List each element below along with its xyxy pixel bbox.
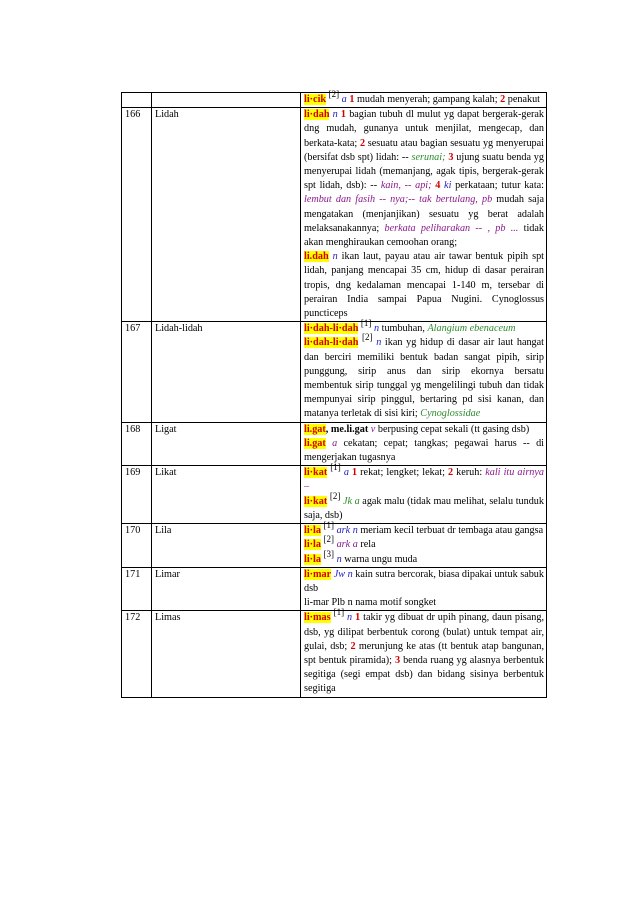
dictionary-table xyxy=(121,89,547,698)
headword: Limas xyxy=(152,611,301,697)
row-number: 169 xyxy=(122,466,152,524)
part-of-speech: n xyxy=(347,612,353,624)
part-of-speech: n xyxy=(332,109,338,121)
definition-text: kali itu airnya – xyxy=(304,467,544,493)
definition-text: bagian tubuh dl mulut yg dapat bergerak-gerak dng mudah, gunanya untuk menjilat, mengecap, dan berkata-kata; xyxy=(304,109,544,149)
definition-text: lembut dan fasih -- nya;-- tak bertulang, xyxy=(304,194,478,206)
row-number: 172 xyxy=(122,611,152,697)
row-number: 171 xyxy=(122,567,152,611)
homonym-number: [1] xyxy=(330,462,341,473)
entry-headword: li·kat xyxy=(304,495,328,507)
homonym-number: [3] xyxy=(323,548,335,559)
part-of-speech: n xyxy=(376,337,382,349)
definition-text: a xyxy=(332,437,338,449)
row-number: 166 xyxy=(122,108,152,322)
definition-text: serunai; xyxy=(411,151,446,163)
definition-text: ikan laut, payau atau air tawar bentuk pipih spt lidah, panjang mencapai 35 cm, hidup di dasar perairan tropis, dng kedalaman mencapai 1-140 m, tersebar di perairan India sampai Papua Nugini. Cynoglossus puncticeps xyxy=(304,251,544,320)
part-of-speech: a xyxy=(343,467,349,479)
definition-text: cekatan; cepat; tangkas; pegawai harus -- di mengerjakan tugasnya xyxy=(304,437,545,464)
sense-number: 1 xyxy=(349,94,355,105)
homonym-number: [1] xyxy=(323,520,335,531)
sense-number: 3 xyxy=(448,151,454,163)
definition-entry xyxy=(304,568,544,596)
part-of-speech: n xyxy=(332,251,338,263)
entry-headword: li·dah-li·dah xyxy=(304,323,359,335)
sense-number: 3 xyxy=(395,654,401,666)
definition-cell xyxy=(301,520,547,568)
definition-text: berpusing cepat sekali (tt gasing dsb) xyxy=(375,423,530,435)
table-row xyxy=(122,322,547,422)
row-number: 168 xyxy=(122,422,152,466)
definition-entry xyxy=(304,250,544,321)
definition-cell xyxy=(301,462,547,524)
row-number: 167 xyxy=(122,322,152,422)
part-of-speech: n xyxy=(336,553,342,565)
sense-number: 2 xyxy=(500,94,506,105)
sense-number: 2 xyxy=(447,467,454,479)
definition-entry xyxy=(304,318,544,336)
definition-text: benda ruang yg alasnya berbentuk segitiga (segi empat dsb) dan bidang sisinya berbentuk segitiga xyxy=(304,654,544,695)
definition-text: Cynoglossidae xyxy=(420,408,481,420)
sense-number: 1 xyxy=(355,612,361,624)
entry-headword: li·la xyxy=(304,539,321,551)
sense-number: 1 xyxy=(352,467,358,479)
definition-entry xyxy=(304,89,544,107)
definition-entry xyxy=(304,332,545,421)
definition-text: kain sutra bercorak, biasa dipakai untuk sabuk dsb xyxy=(304,568,544,594)
homonym-number: [2] xyxy=(362,332,373,343)
definition-entry xyxy=(304,548,544,567)
definition-text: li-mar Plb n nama motif songket xyxy=(304,597,437,609)
definition-text: tidak akan menghiraukan cemoohan orang; xyxy=(304,222,544,249)
headword: Lidah-lidah xyxy=(152,322,301,422)
homonym-number: [2] xyxy=(323,534,335,545)
definition-cell xyxy=(301,422,547,466)
entry-headword: li.dah xyxy=(304,251,329,263)
definition-entry xyxy=(304,490,544,523)
part-of-speech: ki xyxy=(444,180,452,192)
definition-text: sesuatu atau bagian sesuatu yg menyerupai (bersifat dsb spt) lidah: -- xyxy=(304,137,544,163)
table-row xyxy=(122,524,547,568)
entry-headword: li·la xyxy=(304,553,321,565)
definition-text: ikan yg hidup di dasar air laut hangat dan berciri memiliki bentuk badan sangat pipih, sirip punggung, sirip anus dan sirip ekornya bersatu membentuk sirip tunggal yg mengelilingi tubuh dan tidak mempunyai sirip pinggul, bertaring pd sisi kanan, dan matanya terletak di sisi kiri; xyxy=(304,337,545,420)
definition-text: meriam kecil terbuat dr tembaga atau gangsa xyxy=(357,525,544,537)
definition-text: takir yg dibuat dr upih pinang, daun pisang, dsb, yg dilipat berbentuk corong (bulat) untuk tempat air, gulai, dsb; xyxy=(304,612,545,652)
headword xyxy=(152,93,301,108)
definition-text: , me.li.gat xyxy=(325,423,369,435)
definition-entry xyxy=(304,108,544,250)
homonym-number: [2] xyxy=(328,89,340,99)
part-of-speech: ark n xyxy=(336,525,358,537)
part-of-speech: Jw n xyxy=(333,568,353,580)
definition-entry xyxy=(304,520,544,538)
part-of-speech: n xyxy=(373,323,380,335)
entry-headword: li·dah-li·dah xyxy=(304,337,359,349)
entry-headword: li.gat xyxy=(304,437,326,449)
table-row xyxy=(122,611,547,697)
headword: Lila xyxy=(152,524,301,568)
definition-text: Alangium ebenaceum xyxy=(427,323,516,335)
entry-headword: li·la xyxy=(304,525,321,537)
definition-cell xyxy=(301,318,547,422)
sense-number: 2 xyxy=(350,640,356,652)
table-row xyxy=(122,422,547,466)
headword: Likat xyxy=(152,466,301,524)
definition-text: rela xyxy=(357,539,376,551)
table-row xyxy=(122,108,547,322)
definition-cell xyxy=(301,607,547,697)
definition-text: rekat; lengket; lekat; xyxy=(357,467,448,479)
definition-text: berkata peliharakan -- , pb ... xyxy=(384,222,519,234)
entry-headword: li·dah xyxy=(304,109,330,121)
entry-headword: li·cik xyxy=(304,94,327,105)
definition-text: penakut xyxy=(505,94,540,105)
headword: Ligat xyxy=(152,422,301,466)
table-row xyxy=(122,567,547,611)
definition-text: warna ungu muda xyxy=(341,553,418,565)
row-number: 170 xyxy=(122,524,152,568)
definition-text: perkataan; tutur kata: xyxy=(451,180,544,192)
definition-text: pb xyxy=(481,194,493,206)
homonym-number: [1] xyxy=(333,607,345,618)
definition-entry xyxy=(304,607,545,696)
definition-text: agak malu (tidak mau melihat, selalu tunduk saja, dsb) xyxy=(304,495,544,521)
table-row xyxy=(122,93,547,108)
definition-entry xyxy=(304,423,544,437)
definition-text: mudah menyerah; gampang kalah; xyxy=(354,94,501,105)
definition-text: kain, -- api; xyxy=(380,180,432,192)
definition-text: merunjung ke atas (tt bentuk atap bangunan, spt bentuk piramida); xyxy=(304,640,544,666)
sense-number: 4 xyxy=(435,180,441,192)
row-number xyxy=(122,93,152,108)
entry-headword: li·mar xyxy=(304,568,332,580)
definition-text: ark a xyxy=(336,539,358,551)
homonym-number: [1] xyxy=(360,318,372,329)
definition-cell xyxy=(301,89,547,108)
table-row xyxy=(122,466,547,524)
entry-headword: li·mas xyxy=(304,612,331,624)
table-body xyxy=(122,89,547,698)
headword: Lidah xyxy=(152,108,301,322)
entry-headword: li·kat xyxy=(304,467,328,479)
sense-number: 2 xyxy=(359,137,366,149)
definition-text: v xyxy=(370,423,376,435)
sense-number: 1 xyxy=(340,109,347,121)
definition-entry xyxy=(304,534,544,552)
entry-headword: li.gat xyxy=(304,423,326,435)
definition-text: mudah saja mengatakan (menjanjikan) sesuatu yg berat adalah melaksanakannya; xyxy=(304,194,544,234)
definition-text: ujung suatu benda yg menyerupai lidah (memanjang, agak tipis, bergerak-gerak spt lidah, dsb): -- xyxy=(304,151,544,192)
definition-text: tumbuhan, xyxy=(379,323,428,335)
homonym-number: [2] xyxy=(329,490,341,501)
definition-cell xyxy=(301,567,547,611)
definition-text: keruh: xyxy=(453,467,486,479)
headword: Limar xyxy=(152,567,301,611)
definition-text: Jk a xyxy=(342,495,360,507)
definition-entry xyxy=(304,437,544,465)
part-of-speech: a xyxy=(341,94,347,105)
definition-cell xyxy=(301,108,547,322)
